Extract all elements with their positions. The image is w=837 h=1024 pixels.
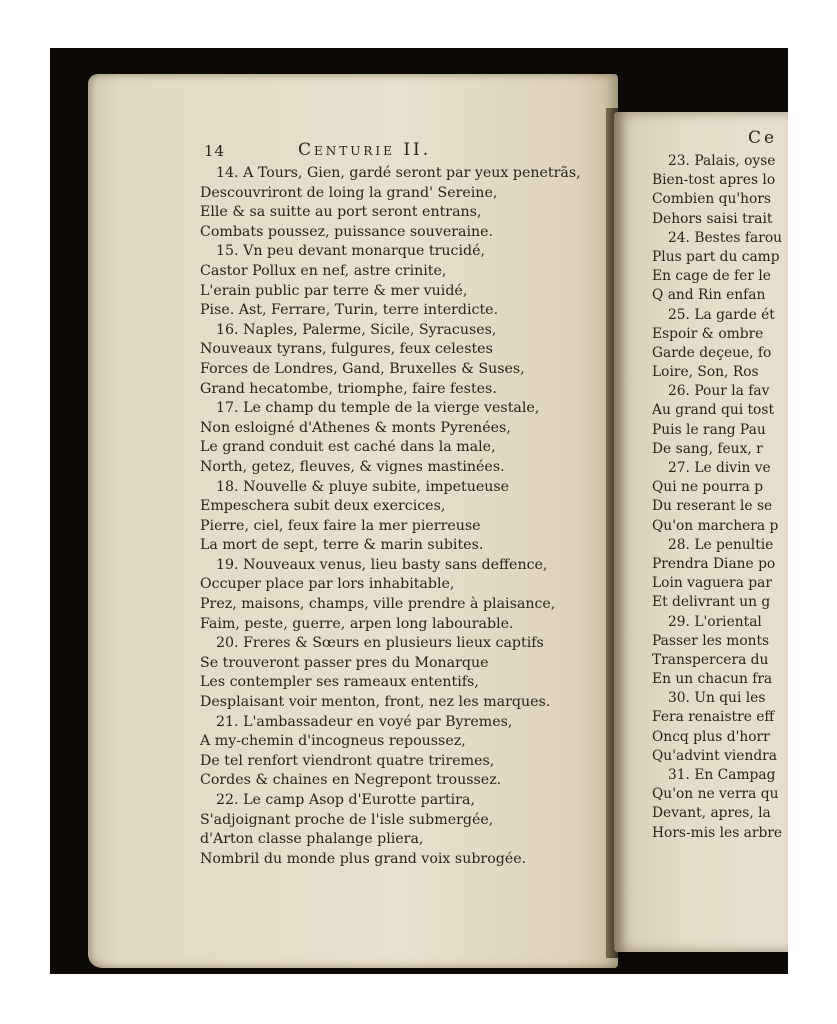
verse-line: Castor Pollux en nef, astre crinite, — [200, 262, 447, 279]
verse-line-right: Au grand qui tost — [652, 402, 774, 419]
verse-line-right: Qui ne pourra p — [652, 479, 764, 496]
verse-line: Forces de Londres, Gand, Bruxelles & Suses, — [200, 360, 525, 377]
verse-line: 20. Freres & Sœurs en plusieurs lieux captifs — [216, 635, 544, 652]
verse-line: North, getez, fleuves, & vignes mastinées. — [200, 458, 505, 475]
verse-line: d'Arton classe phalange pliera, — [200, 831, 424, 848]
verse-line: La mort de sept, terre & marin subites. — [200, 537, 484, 554]
verse-line: 17. Le champ du temple de la vierge vestale, — [216, 400, 540, 417]
right-page-text — [652, 128, 788, 843]
verse-line-right: De sang, feux, r — [652, 440, 763, 457]
verse-line: S'adjoignant proche de l'isle submergée, — [200, 811, 494, 828]
verse-line-right: Plus part du camp — [652, 248, 780, 265]
verse-line: A my-chemin d'incogneus repoussez, — [200, 733, 466, 750]
verse-line: Faim, peste, guerre, arpen long labourable. — [200, 615, 514, 632]
verse-line: 19. Nouveaux venus, lieu basty sans deffence, — [216, 556, 548, 573]
verse-line: Occuper place par lors inhabitable, — [200, 576, 455, 593]
verse-line: Le grand conduit est caché dans la male, — [200, 439, 496, 456]
verse-line: Elle & sa suitte au port seront entrans, — [200, 204, 482, 221]
verse-line: 14. A Tours, Gien, gardé seront par yeux penetrãs, — [216, 165, 581, 181]
verse-line-right: 30. Un qui les — [668, 690, 766, 707]
verse-line-right: 26. Pour la fav — [668, 383, 770, 400]
verse-line-right: Puis le rang Pau — [652, 421, 766, 438]
verse-line-right: Oncq plus d'horr — [652, 728, 770, 745]
page-number: 14 — [204, 142, 226, 160]
verse-line: Desplaisant voir menton, front, nez les marques. — [200, 694, 551, 711]
verse-line: Descouvriront de loing la grand' Sereine, — [200, 184, 498, 201]
verse-line-right: Du reserant le se — [652, 498, 773, 515]
verse-line: De tel renfort viendront quatre triremes, — [200, 752, 495, 769]
verse-line: Se trouveront passer pres du Monarque — [200, 654, 489, 671]
verse-line-right: Fera renaistre eff — [652, 709, 775, 726]
verse-line-right: Transpercera du — [652, 651, 769, 668]
verse-line: Nombril du monde plus grand voix subrogée. — [200, 850, 527, 867]
verse-line: Les contempler ses rameaux ententifs, — [200, 674, 479, 691]
verse-line-right: Loire, Son, Ros — [652, 364, 759, 381]
left-running-head — [200, 140, 610, 164]
verse-lines-right — [652, 152, 788, 843]
verse-line-right: Loin vaguera par — [652, 575, 772, 592]
verse-line-right: Qu'on marchera p — [652, 517, 779, 534]
running-title: Centurie II. — [298, 140, 432, 160]
verse-line-right: Q and Rin enfan — [652, 287, 766, 304]
verse-line-right: Et delivrant un g — [652, 594, 771, 611]
verse-line-right: Passer les monts — [652, 632, 770, 649]
right-running-head: Ce — [748, 128, 778, 148]
verse-lines — [200, 164, 610, 869]
verse-line-right: 24. Bestes farou — [668, 229, 783, 246]
verse-line: Nouveaux tyrans, fulgures, feux celestes — [200, 341, 493, 358]
verse-line: Pierre, ciel, feux faire la mer pierreuse — [200, 517, 481, 534]
verse-line-right: Espoir & ombre — [652, 325, 764, 342]
verse-line-right: 25. La garde ét — [668, 306, 775, 323]
verse-line-right: Bien-tost apres lo — [652, 172, 776, 189]
verse-line: Prez, maisons, champs, ville prendre à plaisance, — [200, 596, 556, 613]
verse-line-right: Devant, apres, la — [652, 805, 771, 822]
verse-line: Non esloigné d'Athenes & monts Pyrenées, — [200, 419, 511, 436]
verse-line: 21. L'ambassadeur en voyé par Byremes, — [216, 713, 513, 730]
verse-line: 22. Le camp Asop d'Eurotte partira, — [216, 792, 475, 808]
verse-line-right: En un chacun fra — [652, 671, 773, 688]
verse-line-right: 31. En Campag — [668, 767, 776, 783]
verse-line-right: Garde deçeue, fo — [652, 344, 772, 361]
verse-line: 15. Vn peu devant monarque trucidé, — [216, 243, 485, 260]
verse-line-right: Combien qu'hors — [652, 191, 772, 208]
verse-line-right: Qu'on ne verra qu — [652, 786, 779, 803]
verse-line-right: 23. Palais, oyse — [668, 153, 776, 169]
verse-line-right: 27. Le divin ve — [668, 460, 771, 476]
verse-line-right: 29. L'oriental — [668, 613, 762, 630]
verse-line: L'erain public par terre & mer vuidé, — [200, 282, 468, 299]
verse-line-right: Qu'advint viendra — [652, 747, 777, 764]
verse-line: 18. Nouvelle & pluye subite, impetueuse — [216, 478, 510, 495]
verse-line-right: En cage de fer le — [652, 268, 771, 285]
verse-line-right: Prendra Diane po — [652, 555, 776, 572]
verse-line-right: 28. Le penultie — [668, 536, 774, 553]
verse-line: Cordes & chaines en Negrepont troussez. — [200, 772, 502, 789]
verse-line-right: Dehors saisi trait — [652, 210, 773, 227]
verse-line: Grand hecatombe, triomphe, faire festes. — [200, 380, 497, 397]
verse-line: Empeschera subit deux exercices, — [200, 498, 446, 515]
verse-line: 16. Naples, Palerme, Sicile, Syracuses, — [216, 321, 497, 338]
verse-line-right: Hors-mis les arbre — [652, 824, 783, 841]
verse-line: Pise. Ast, Ferrare, Turin, terre interdicte. — [200, 302, 499, 319]
verse-line: Combats poussez, puissance souveraine. — [200, 223, 494, 240]
left-page-text — [200, 140, 610, 869]
